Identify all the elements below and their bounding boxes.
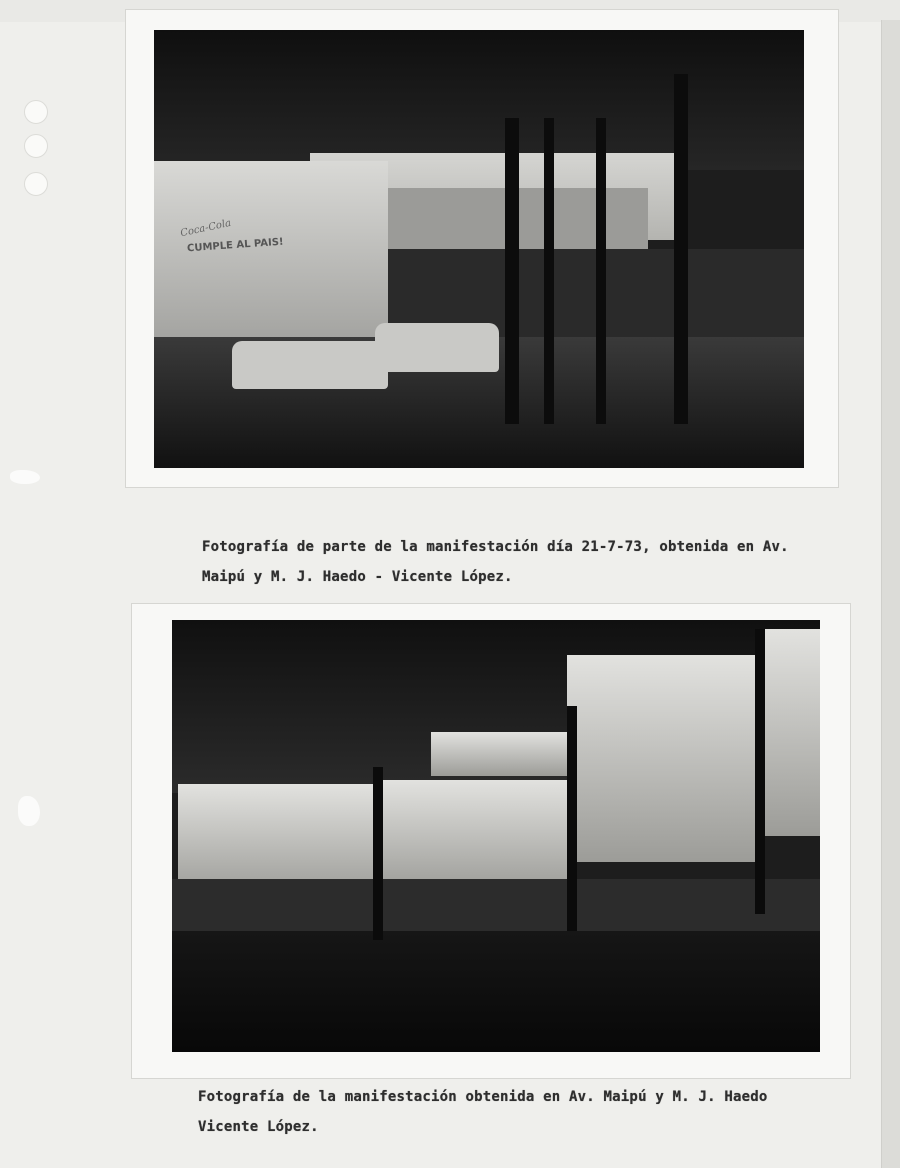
demonstration-photo-1 — [154, 30, 804, 468]
wall-script-sign: Coca-Cola — [179, 217, 233, 239]
caption-photo-2 — [198, 1082, 768, 1142]
parked-car — [232, 341, 388, 389]
window-view — [567, 655, 761, 862]
wall-sign: CUMPLE AL PAIS! — [186, 236, 284, 255]
photo-mount-1 — [126, 10, 838, 487]
support-column — [674, 74, 688, 424]
caption-line: Vicente López. — [198, 1119, 319, 1135]
storefront-wall — [154, 161, 388, 358]
support-column — [596, 118, 606, 425]
punch-hole — [24, 172, 48, 196]
window-mullion — [373, 767, 383, 940]
window-view — [379, 780, 573, 892]
interior-floor — [172, 931, 820, 1052]
paper-tear — [18, 796, 40, 826]
caption-line: Fotografía de parte de la manifestación día 21-7-73, obtenida en Av. — [202, 539, 789, 555]
demonstration-photo-2 — [172, 620, 820, 1052]
punch-hole — [24, 134, 48, 158]
sheet-edge — [881, 20, 900, 1168]
window-view — [431, 732, 574, 775]
window-view — [762, 629, 820, 836]
support-column — [505, 118, 519, 425]
support-column — [544, 118, 554, 425]
parked-car — [375, 323, 499, 371]
window-mullion — [567, 706, 577, 931]
window-mullion — [755, 629, 765, 914]
paper-tear — [10, 470, 40, 484]
caption-photo-1 — [202, 532, 789, 592]
photo-mount-2 — [132, 604, 850, 1078]
punch-hole — [24, 100, 48, 124]
overpass-ceiling — [154, 30, 804, 170]
caption-line: Maipú y M. J. Haedo - Vicente López. — [202, 569, 513, 585]
caption-line: Fotografía de la manifestación obtenida en Av. Maipú y M. J. Haedo — [198, 1089, 768, 1105]
